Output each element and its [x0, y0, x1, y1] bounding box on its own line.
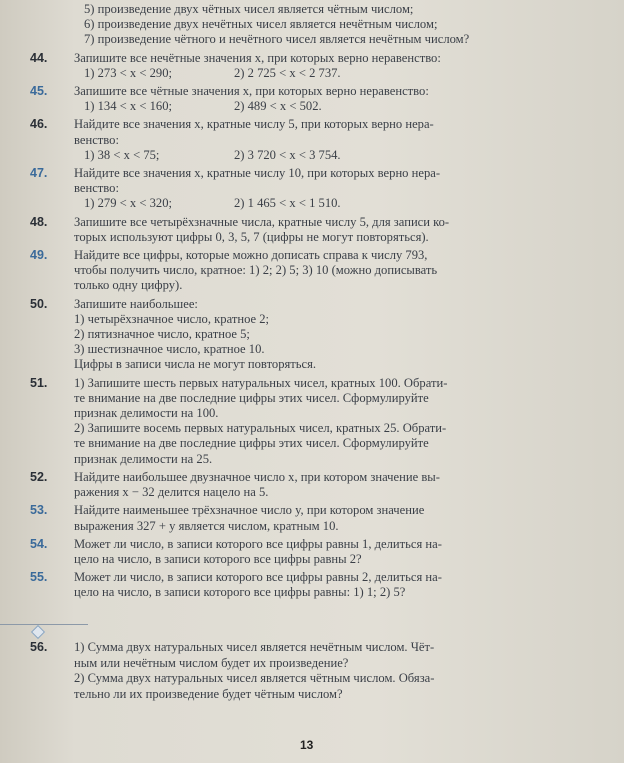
- problem-number: 46.: [30, 117, 48, 132]
- problem-text: Может ли число, в записи которого все цифры равны 1, делиться на-: [74, 536, 442, 551]
- answer-row: [74, 99, 594, 114]
- problem-text: Найдите все цифры, которые можно дописать справа к числу 793,: [74, 248, 428, 263]
- list-line: 7) произведение чётного и нечётного чисел является нечётным числом?: [84, 32, 470, 47]
- problem-number: 51.: [30, 375, 48, 390]
- answer-item: 2) 3 720 < x < 3 754.: [234, 147, 341, 162]
- problem-text: Найдите все значения x, кратные числу 10, при которых верно нера-: [74, 166, 441, 181]
- problem-statement: [30, 50, 594, 66]
- problem-statement: [30, 375, 594, 391]
- problem-line: ражения x − 32 делится нацело на 5.: [74, 485, 269, 500]
- problem-number: 52.: [30, 469, 48, 484]
- problem-number: 44.: [30, 50, 48, 65]
- problem-number: 45.: [30, 84, 48, 99]
- problem-number: 49.: [30, 248, 48, 263]
- problem-number: 55.: [30, 570, 48, 585]
- problem-line: те внимание на две последние цифры этих чисел. Сформулируйте: [74, 436, 429, 451]
- list-line: 5) произведение двух чётных чисел является чётным числом;: [84, 2, 414, 16]
- answer-item: 1) 279 < x < 320;: [84, 196, 173, 211]
- problem-statement: [30, 84, 594, 99]
- problem-statement: [30, 248, 594, 263]
- problem-statement: [30, 570, 594, 585]
- problem-statement: [30, 166, 594, 181]
- problem-statement: [30, 640, 594, 656]
- page-content: [30, 2, 594, 601]
- answer-item: 2) 2 725 < x < 2 737.: [234, 65, 341, 80]
- problem-text: Запишите все нечётные значения x, при которых верно неравенство:: [74, 50, 441, 65]
- problem-56: [30, 640, 594, 702]
- answer-item: 2) 1 465 < x < 1 510.: [234, 196, 341, 211]
- problem-number: 47.: [30, 166, 48, 181]
- problem-number: 50.: [30, 296, 48, 311]
- answer-item: 2) 489 < x < 502.: [234, 99, 322, 114]
- problem-statement: [30, 536, 594, 552]
- problem-text: Найдите наибольшее двузначное число x, при котором значение вы-: [74, 469, 440, 484]
- problem-line: 3) шестизначное число, кратное 10.: [74, 342, 265, 357]
- diamond-marker-icon: [31, 625, 45, 639]
- page-number: 13: [300, 738, 314, 752]
- problem-line: [74, 656, 594, 672]
- problem-text: Может ли число, в записи которого все цифры равны 2, делиться на-: [74, 570, 442, 585]
- problem-text: Запишите все чётные значения x, при которых верно неравенство:: [74, 84, 429, 99]
- problem-line: торых используют цифры 0, 3, 5, 7 (цифры не могут повторяться).: [74, 229, 429, 244]
- problem-line: те внимание на две последние цифры этих чисел. Сформулируйте: [74, 390, 429, 405]
- problem-line: только одну цифру).: [74, 278, 183, 293]
- problem-line: признак делимости на 100.: [74, 406, 219, 421]
- problem-line: 1) четырёхзначное число, кратное 2;: [74, 311, 270, 326]
- problem-line: [74, 687, 594, 703]
- section-divider: [0, 624, 88, 625]
- problem-number: 53.: [30, 503, 48, 518]
- problem-line: венство:: [74, 181, 119, 196]
- problem-text: 2) Сумма двух натуральных чисел является чётным числом. Обяза-: [74, 671, 435, 686]
- problem-line: Цифры в записи числа не могут повторяться.: [74, 357, 317, 372]
- problem-line: чтобы получить число, кратное: 1) 2; 2) 5; 3) 10 (можно дописывать: [74, 263, 438, 278]
- problem-text: Найдите все значения x, кратные числу 5, при которых верно нера-: [74, 117, 434, 132]
- problem-text: ным или нечётным числом будет их произведение?: [74, 655, 349, 670]
- problem-statement: [30, 469, 594, 485]
- problem-number: 48.: [30, 214, 48, 229]
- problem-text: Запишите все четырёхзначные числа, кратные числу 5, для записи ко-: [74, 214, 450, 229]
- problem-statement: [30, 296, 594, 312]
- problem-statement: [30, 503, 594, 518]
- problem-line: цело на число, в записи которого все цифры равны 2?: [74, 551, 362, 566]
- problem-line: 2) Запишите восемь первых натуральных чисел, кратных 25. Обрати-: [74, 421, 447, 436]
- answer-item: 1) 273 < x < 290;: [84, 65, 173, 80]
- problem-statement: [30, 117, 594, 132]
- answer-item: 1) 38 < x < 75;: [84, 147, 160, 162]
- problem-number: 56.: [30, 640, 48, 654]
- problem-statement: [30, 214, 594, 230]
- problem-text: тельно ли их произведение будет чётным числом?: [74, 686, 343, 701]
- list-line: 6) произведение двух нечётных чисел является нечётным числом;: [84, 17, 438, 32]
- problem-text: 1) Сумма двух натуральных чисел является нечётным числом. Чёт-: [74, 640, 435, 654]
- problem-line: венство:: [74, 132, 119, 147]
- answer-row: [74, 196, 594, 211]
- problem-line: цело на число, в записи которого все цифры равны: 1) 1; 2) 5?: [74, 585, 406, 600]
- problem-text: 1) Запишите шесть первых натуральных чисел, кратных 100. Обрати-: [74, 375, 448, 390]
- answer-row: [74, 66, 594, 81]
- answer-row: [74, 148, 594, 163]
- problem-line: 2) пятизначное число, кратное 5;: [74, 327, 250, 342]
- problem-line: выражения 327 + y является числом, кратным 10.: [74, 518, 339, 533]
- problem-text: Запишите наибольшее:: [74, 296, 198, 311]
- answer-item: 1) 134 < x < 160;: [84, 99, 173, 114]
- problem-number: 54.: [30, 536, 48, 551]
- problem-line: признак делимости на 25.: [74, 451, 213, 466]
- problem-text: Найдите наименьшее трёхзначное число y, при котором значение: [74, 503, 425, 518]
- problem-line: [74, 671, 594, 687]
